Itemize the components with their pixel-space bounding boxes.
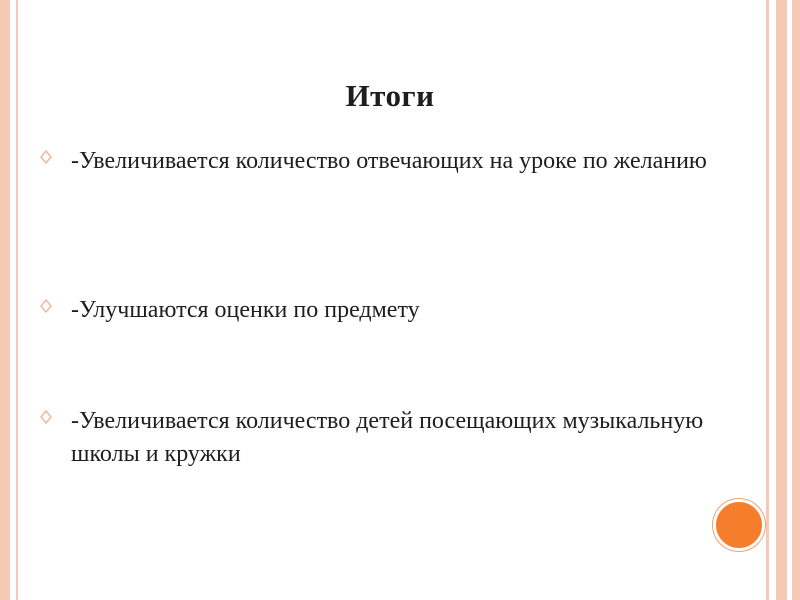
bullet-text: -Увеличивается количество отвечающих на уроке по желанию xyxy=(71,148,707,174)
right-border-stripe xyxy=(776,0,787,600)
accent-circle xyxy=(713,499,765,551)
diamond-bullet-icon xyxy=(40,410,52,424)
slide-title: Итоги xyxy=(345,78,435,113)
bullet-text: -Улучшаются оценки по предмету xyxy=(71,297,420,323)
right-border-edge xyxy=(792,0,800,600)
diamond-bullet-icon xyxy=(40,299,52,313)
diamond-bullet-icon xyxy=(40,150,52,164)
bullet-text: -Увеличивается количество детей посещающих музыкальную школы и кружки xyxy=(71,408,704,467)
left-border-line xyxy=(16,0,18,600)
left-border-stripe xyxy=(0,0,10,600)
right-border-line xyxy=(766,0,769,600)
